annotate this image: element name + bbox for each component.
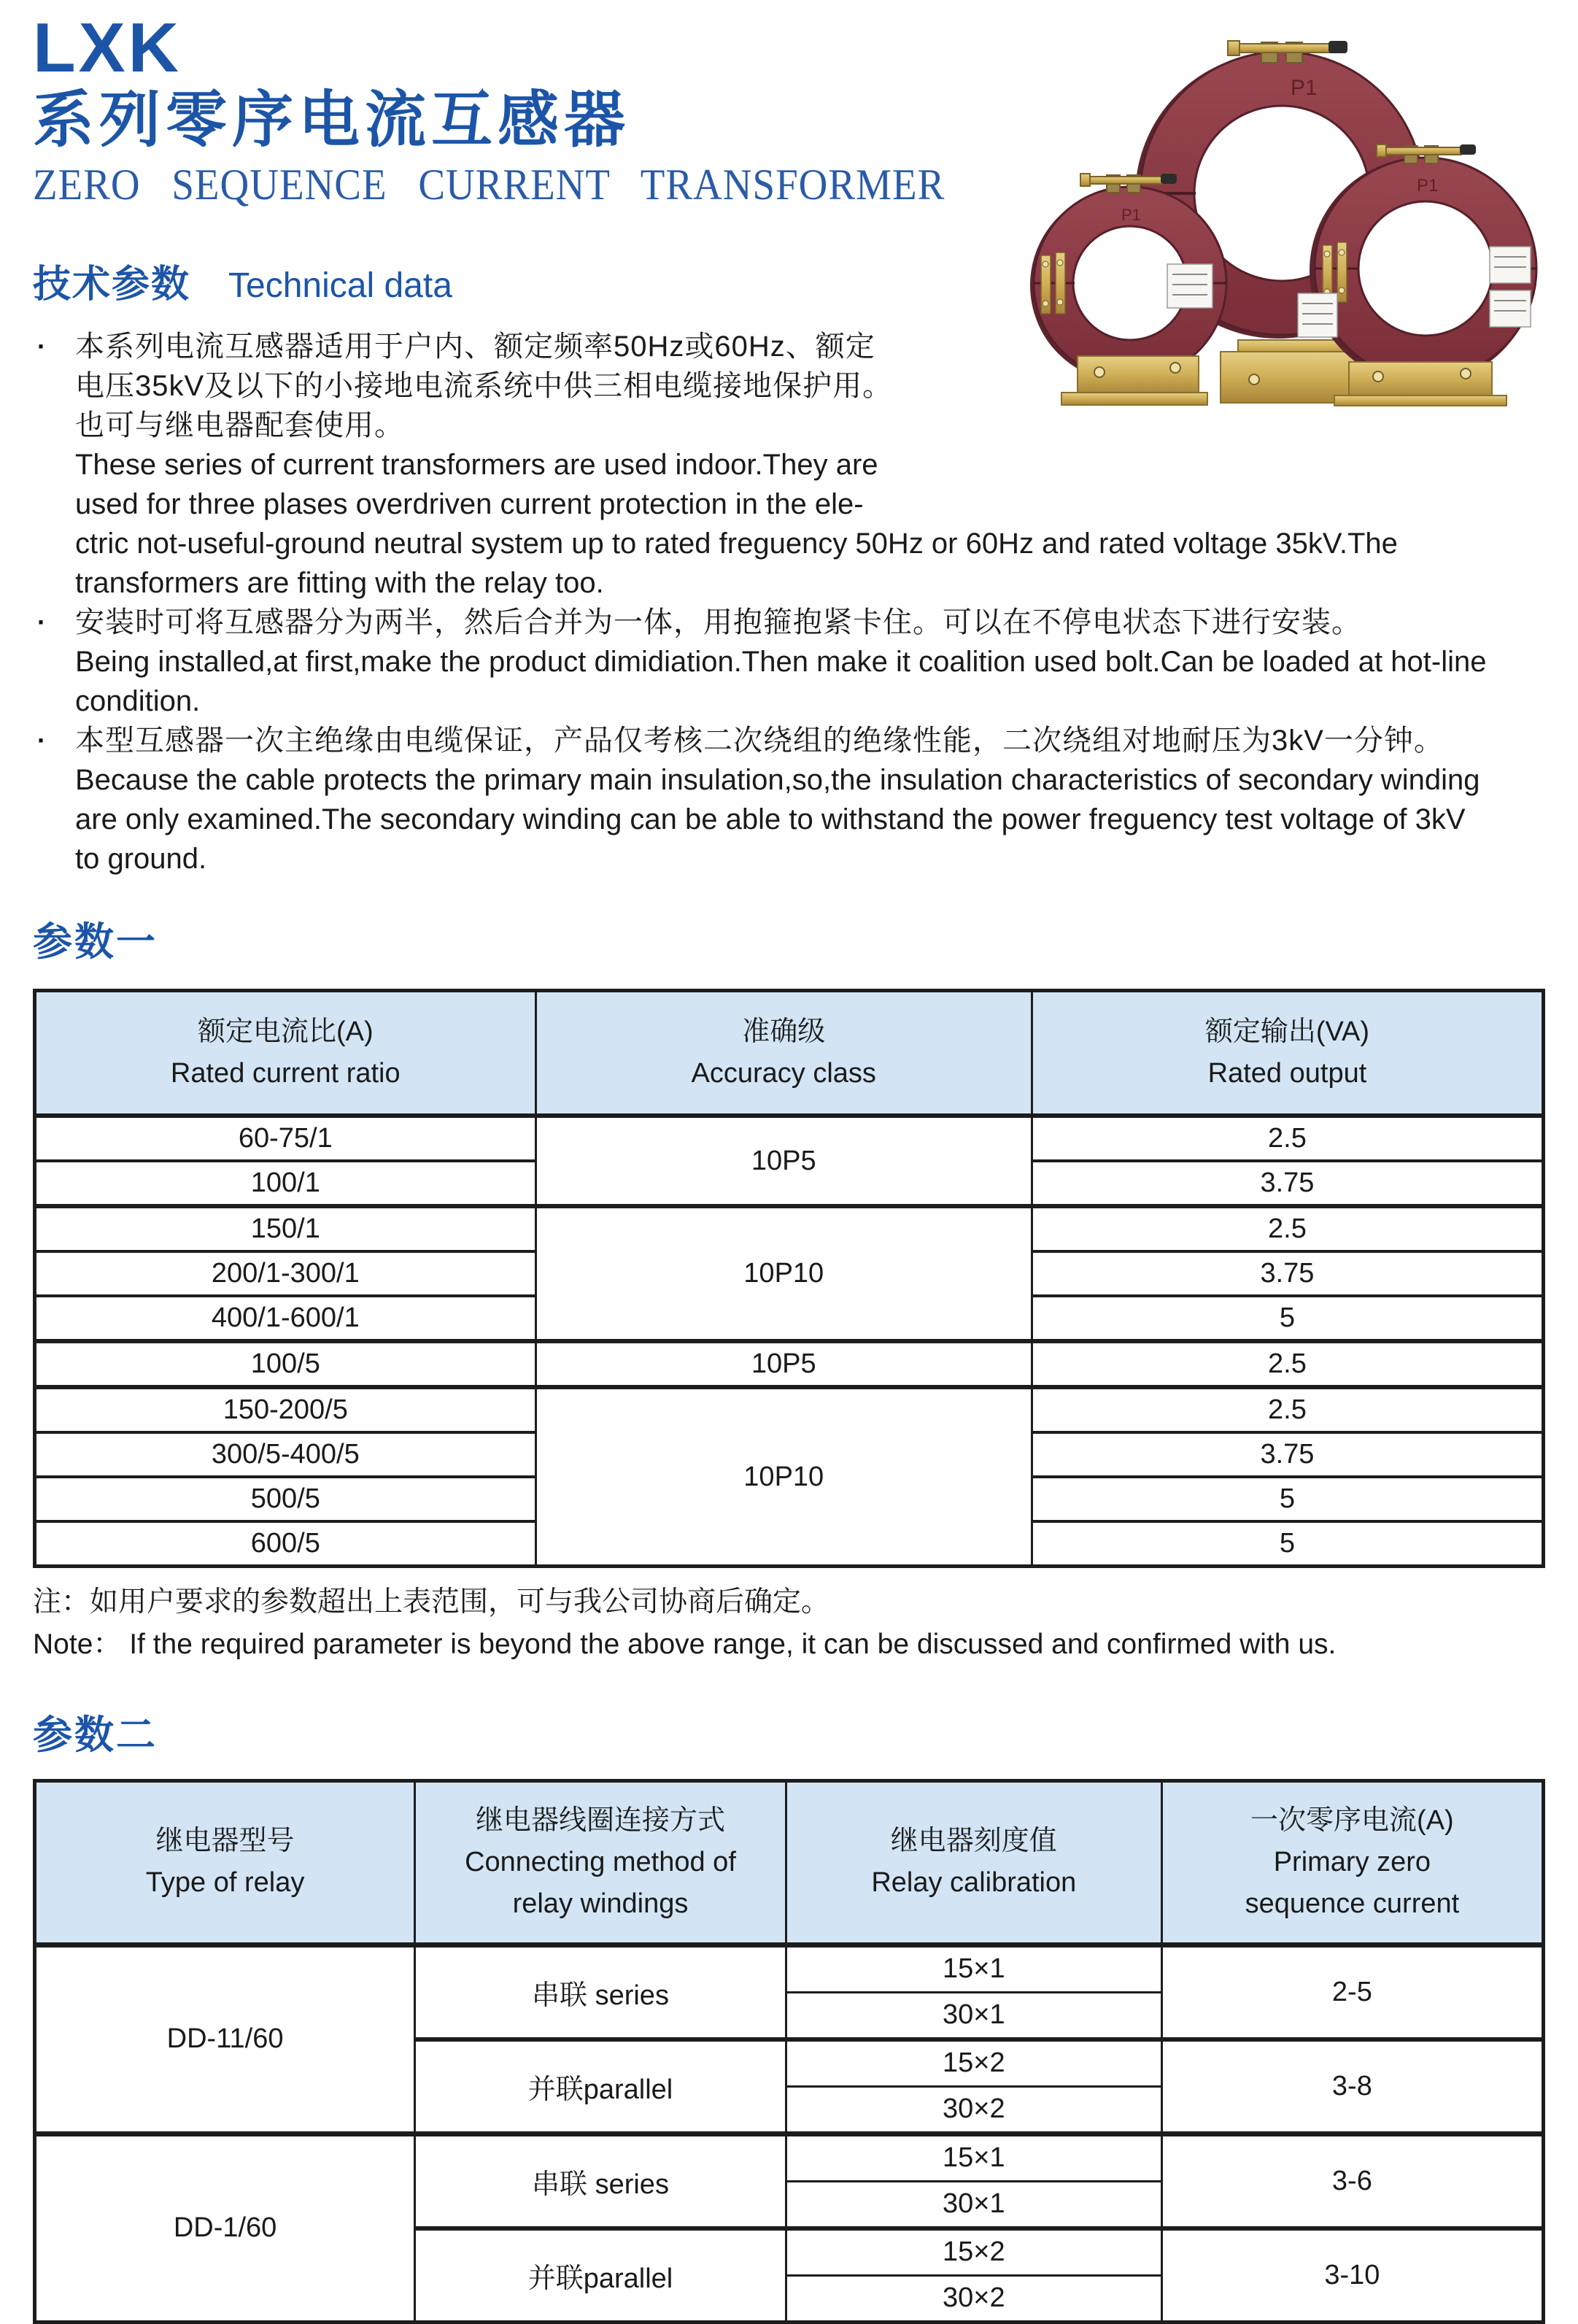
col-relay-calibration: 继电器刻度值 Relay calibration xyxy=(786,1780,1161,1945)
method-cell: 并联parallel xyxy=(415,2228,786,2323)
relay-type-cell: DD-11/60 xyxy=(35,1945,415,2134)
output-cell: 2.5 xyxy=(1032,1341,1543,1387)
ratio-cell: 100/5 xyxy=(35,1341,536,1387)
relay-type-cell: DD-1/60 xyxy=(35,2134,415,2322)
bullet-text-cn: 安装时可将互感器分为两半，然后合并为一体，用抱箍抱紧卡住。可以在不停电状态下进行安装。 xyxy=(75,606,1361,639)
param2-heading: 参数二 xyxy=(33,1713,158,1757)
scale-cell: 15×2 xyxy=(786,2039,1161,2087)
param1-heading: 参数一 xyxy=(33,920,158,965)
method-cell: 并联parallel xyxy=(415,2039,786,2134)
method-cell: 串联 series xyxy=(415,1945,786,2039)
col-rated-output: 额定输出(VA) Rated output xyxy=(1032,991,1543,1116)
scale-cell: 15×1 xyxy=(786,1945,1161,1992)
bullet-dot-icon: · xyxy=(37,331,46,362)
primary-current-cell: 2-5 xyxy=(1161,1945,1543,2039)
ratio-cell: 600/5 xyxy=(35,1521,536,1567)
col-primary-zero-sequence-current: 一次零序电流(A) Primary zero sequence current xyxy=(1161,1780,1543,1945)
ring-marking-p1: P1 xyxy=(1417,176,1439,196)
technical-data-heading-en: Technical data xyxy=(228,266,452,306)
output-cell: 3.75 xyxy=(1032,1251,1543,1296)
product-photo xyxy=(1019,36,1553,406)
scale-cell: 30×2 xyxy=(786,2275,1161,2322)
output-cell: 5 xyxy=(1032,1477,1543,1521)
left-mounting-bracket xyxy=(1061,356,1207,405)
ratio-cell: 400/1-600/1 xyxy=(35,1296,536,1341)
table-row xyxy=(35,1945,1544,1992)
table-row xyxy=(35,1341,1544,1387)
primary-current-cell: 3-8 xyxy=(1161,2039,1543,2134)
primary-current-cell: 3-6 xyxy=(1161,2134,1543,2228)
bullet-text xyxy=(75,603,1545,721)
bullet-text xyxy=(75,721,1545,879)
bullet-text-cn: 本系列电流互感器适用于户内、额定频率50Hz或60Hz、额定 电压35kV及以下的小接地电流系统中供三相电缆接地保护用。 也可与继电器配套使用。 xyxy=(75,331,893,442)
scale-cell: 15×1 xyxy=(786,2134,1161,2181)
series-title-cn: 系列零序电流互感器 xyxy=(33,85,631,154)
table-row xyxy=(35,1206,1544,1251)
param1-header-row xyxy=(35,991,1544,1116)
accuracy-cell: 10P10 xyxy=(535,1387,1032,1567)
table-row xyxy=(35,1116,1544,1161)
output-cell: 2.5 xyxy=(1032,1116,1543,1161)
accuracy-cell: 10P10 xyxy=(535,1206,1032,1341)
accuracy-cell: 10P5 xyxy=(535,1116,1032,1206)
output-cell: 2.5 xyxy=(1032,1206,1543,1251)
table-row xyxy=(35,1387,1544,1432)
scale-cell: 15×2 xyxy=(786,2228,1161,2276)
table-note-en: Note： If the required parameter is beyond the above range, it can be discussed and confirmed with us. xyxy=(33,1628,1337,1660)
ring-marking-p1: P1 xyxy=(1291,76,1318,100)
table-row xyxy=(35,2134,1544,2181)
bullet-dot-icon: · xyxy=(37,725,46,756)
ratio-cell: 150/1 xyxy=(35,1206,536,1251)
bullet-text-en: Because the cable protects the primary main insulation,so,the insulation characteristics of secondary winding are only examined.The secondary winding can be able to withstand the power freguency test voltage of 3kV to ground. xyxy=(75,764,1480,876)
bullet-text-en: Being installed,at first,make the product dimidiation.Then make it coalition used bolt.Can be loaded at hot-line condition. xyxy=(75,646,1487,718)
ratio-cell: 100/1 xyxy=(35,1161,536,1206)
ratio-cell: 300/5-400/5 xyxy=(35,1432,536,1477)
table-note-cn: 注：如用户要求的参数超出上表范围，可与我公司协商后确定。 xyxy=(33,1586,830,1618)
product-model-title: LXK xyxy=(33,9,182,87)
table-note xyxy=(33,1581,1545,1665)
bullet-text-cn: 本型互感器一次主绝缘由电缆保证，产品仅考核二次绕组的绝缘性能，二次绕组对地耐压为3kV一分钟。 xyxy=(75,725,1444,757)
output-cell: 5 xyxy=(1032,1521,1543,1567)
col-rated-current-ratio: 额定电流比(A) Rated current ratio xyxy=(35,991,536,1116)
technical-data-heading-cn: 技术参数 xyxy=(33,263,191,306)
param2-table xyxy=(33,1779,1545,2324)
ratio-cell: 200/1-300/1 xyxy=(35,1251,536,1296)
scale-cell: 30×1 xyxy=(786,1992,1161,2039)
scale-cell: 30×1 xyxy=(786,2181,1161,2228)
bullet-item xyxy=(33,721,1545,879)
bullet-dot-icon: · xyxy=(37,607,46,638)
method-cell: 串联 series xyxy=(415,2134,786,2228)
output-cell: 2.5 xyxy=(1032,1387,1543,1432)
col-accuracy-class: 准确级 Accuracy class xyxy=(535,991,1032,1116)
output-cell: 5 xyxy=(1032,1296,1543,1341)
bullet-text-en: These series of current transformers are used indoor.They are used for three plases overdriven current protection in the ele- ctric not-useful-ground neutral system up to rated freguency 50Hz or 60Hz and rated voltage 35kV.The transformers are fitting with the relay too. xyxy=(75,449,1398,600)
technical-data-bullets xyxy=(33,327,1545,879)
ring-marking-p1: P1 xyxy=(1121,206,1141,224)
param2-header-row xyxy=(35,1780,1544,1945)
right-mounting-bracket xyxy=(1334,362,1507,406)
ratio-cell: 500/5 xyxy=(35,1477,536,1521)
primary-current-cell: 3-10 xyxy=(1161,2228,1543,2323)
series-title-en: ZERO SEQUENCE CURRENT TRANSFORMER xyxy=(33,160,945,209)
ratio-cell: 150-200/5 xyxy=(35,1387,536,1432)
output-cell: 3.75 xyxy=(1032,1161,1543,1206)
scale-cell: 30×2 xyxy=(786,2086,1161,2134)
accuracy-cell: 10P5 xyxy=(535,1341,1032,1387)
col-connecting-method: 继电器线圈连接方式 Connecting method of relay windings xyxy=(415,1780,786,1945)
param1-table xyxy=(33,989,1545,1568)
col-type-of-relay: 继电器型号 Type of relay xyxy=(35,1780,415,1945)
bullet-item xyxy=(33,603,1545,721)
ratio-cell: 60-75/1 xyxy=(35,1116,536,1161)
output-cell: 3.75 xyxy=(1032,1432,1543,1477)
